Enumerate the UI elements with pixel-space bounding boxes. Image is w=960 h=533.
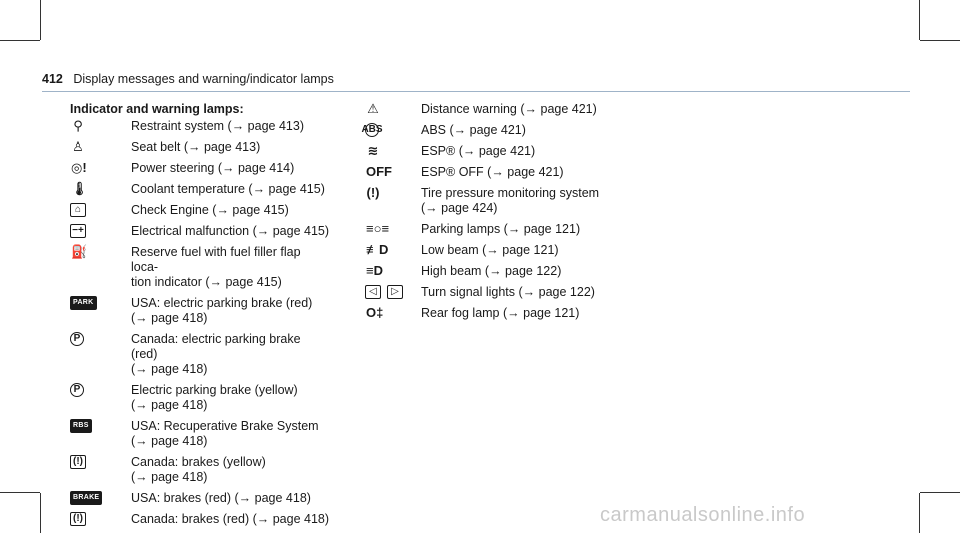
lamp-icon-group bbox=[365, 165, 393, 179]
lamp-entry bbox=[70, 140, 330, 155]
lamp-description bbox=[131, 332, 330, 377]
lamp-description bbox=[421, 144, 625, 159]
lamp-description bbox=[131, 119, 330, 134]
lamp-list-left bbox=[70, 119, 330, 527]
abs-icon: ABS bbox=[361, 124, 383, 135]
lamp-entry bbox=[70, 296, 330, 326]
lamp-description bbox=[131, 224, 330, 239]
park-brake-canada-red-icon: P bbox=[70, 332, 84, 346]
lamp-entry bbox=[365, 222, 625, 237]
description-line: USA: electric parking brake (red) bbox=[131, 296, 313, 310]
description-line: ABS (→ page 421) bbox=[421, 123, 526, 137]
description-line: Coolant temperature (→ page 415) bbox=[131, 182, 325, 196]
coolant-temperature-icon: 🌡 bbox=[71, 181, 88, 196]
description-line: Turn signal lights (→ page 122) bbox=[421, 285, 595, 299]
page-header bbox=[42, 72, 334, 86]
lamp-description bbox=[421, 123, 625, 138]
lamp-icon-group bbox=[365, 144, 381, 158]
lamp-icon-group bbox=[70, 245, 88, 259]
description-line: (→ page 418) bbox=[131, 470, 208, 484]
left-column bbox=[70, 102, 330, 533]
description-line: Electric parking brake (yellow) bbox=[131, 383, 298, 397]
section-title: Indicator and warning lamps: bbox=[70, 102, 244, 116]
lamp-icon-group bbox=[70, 119, 86, 133]
lamp-icon-group bbox=[365, 243, 389, 257]
description-line: USA: Recuperative Brake System bbox=[131, 419, 319, 433]
page-number: 412 bbox=[42, 72, 63, 86]
lamp-description bbox=[131, 140, 330, 155]
description-line: Tire pressure monitoring system bbox=[421, 186, 600, 200]
lamp-description bbox=[131, 161, 330, 176]
crop-mark bbox=[920, 40, 960, 41]
crop-mark bbox=[40, 493, 41, 533]
lamp-description bbox=[421, 264, 625, 279]
lamp-icon-group bbox=[365, 186, 381, 200]
lamp-icon-group bbox=[70, 383, 84, 397]
airbag-icon: ⚲ bbox=[73, 118, 83, 133]
lamp-description bbox=[131, 455, 330, 485]
description-line: tion indicator (→ page 415) bbox=[131, 275, 282, 289]
description-line: Canada: electric parking brake (red) bbox=[131, 332, 301, 361]
description-line: ESP® OFF (→ page 421) bbox=[421, 165, 564, 179]
description-line: USA: brakes (red) (→ page 418) bbox=[131, 491, 311, 505]
description-line: Distance warning (→ page 421) bbox=[421, 102, 597, 116]
lamp-icon-group bbox=[70, 512, 86, 526]
description-line: High beam (→ page 122) bbox=[421, 264, 562, 278]
brake-canada-yellow-icon: (!) bbox=[70, 455, 86, 469]
rear-fog-lamp-icon: O‡ bbox=[366, 305, 384, 320]
lamp-icon-group bbox=[70, 332, 84, 346]
lamp-icon-group bbox=[70, 224, 86, 238]
lamp-description bbox=[421, 243, 625, 258]
header-rule bbox=[42, 91, 910, 92]
lamp-entry bbox=[365, 264, 625, 279]
lamp-icon-group bbox=[365, 102, 381, 116]
lamp-entry bbox=[70, 383, 330, 413]
description-line: (→ page 418) bbox=[131, 398, 208, 412]
lamp-entry bbox=[365, 144, 625, 159]
lamp-description bbox=[131, 245, 330, 290]
lamp-description bbox=[131, 512, 330, 527]
description-line: Restraint system (→ page 413) bbox=[131, 119, 304, 133]
lamp-description bbox=[131, 203, 330, 218]
lamp-entry bbox=[70, 224, 330, 239]
lamp-icon-group bbox=[361, 123, 383, 137]
seat-belt-icon: ♙ bbox=[72, 139, 84, 154]
lamp-entry bbox=[365, 306, 625, 321]
crop-mark bbox=[920, 492, 960, 493]
watermark: carmanualsonline.info bbox=[600, 504, 806, 526]
battery-icon: −+ bbox=[70, 224, 86, 238]
description-line: Canada: brakes (yellow) bbox=[131, 455, 266, 469]
lamp-entry bbox=[70, 332, 330, 377]
right-column bbox=[361, 101, 625, 327]
description-line: Parking lamps (→ page 121) bbox=[421, 222, 581, 236]
esp-off-icon: OFF bbox=[366, 164, 392, 179]
lamp-icon-group bbox=[365, 264, 384, 278]
crop-mark bbox=[0, 40, 40, 41]
fuel-pump-icon: ⛽ bbox=[71, 244, 88, 259]
description-line: ESP® (→ page 421) bbox=[421, 144, 536, 158]
description-line: Electrical malfunction (→ page 415) bbox=[131, 224, 330, 238]
lamp-description bbox=[131, 491, 330, 506]
lamp-entry bbox=[70, 203, 330, 218]
lamp-entry bbox=[365, 186, 625, 216]
crop-mark bbox=[919, 493, 920, 533]
lamp-icon-group bbox=[70, 203, 86, 217]
esp-icon: ≋ bbox=[367, 143, 379, 158]
high-beam-icon: ≡D bbox=[366, 263, 383, 278]
lamp-icon-group bbox=[365, 306, 384, 320]
lamp-description bbox=[421, 285, 625, 300]
turn-right-icon: ▷ bbox=[387, 285, 403, 299]
distance-warning-icon: ⚠ bbox=[367, 101, 379, 116]
lamp-entry bbox=[70, 419, 330, 449]
lamp-entry bbox=[365, 102, 625, 117]
lamp-icon-group bbox=[70, 182, 89, 196]
lamp-entry bbox=[70, 119, 330, 134]
lamp-description bbox=[131, 383, 330, 413]
lamp-entry bbox=[70, 455, 330, 485]
low-beam-icon: ≢D bbox=[366, 242, 389, 257]
lamp-description bbox=[131, 419, 330, 449]
lamp-entry bbox=[70, 182, 330, 197]
brake-usa-icon: BRAKE bbox=[70, 491, 102, 505]
lamp-icon-group bbox=[70, 296, 97, 310]
lamp-description bbox=[421, 222, 625, 237]
lamp-description bbox=[421, 165, 625, 180]
check-engine-icon: ⌂ bbox=[70, 203, 86, 217]
lamp-entry bbox=[365, 285, 625, 300]
description-line: Rear fog lamp (→ page 121) bbox=[421, 306, 580, 320]
description-line: Canada: brakes (red) (→ page 418) bbox=[131, 512, 330, 526]
power-steering-icon: ◎! bbox=[71, 160, 87, 175]
parking-lamps-icon: ≡○≡ bbox=[366, 221, 390, 236]
lamp-icon-group bbox=[70, 491, 102, 505]
crop-mark bbox=[40, 0, 41, 40]
brake-canada-red-icon: (!) bbox=[70, 512, 86, 526]
lamp-entry bbox=[70, 491, 330, 506]
lamp-description bbox=[131, 296, 330, 326]
description-line: Low beam (→ page 121) bbox=[421, 243, 559, 257]
park-brake-yellow-icon: P bbox=[70, 383, 84, 397]
lamp-description bbox=[421, 102, 625, 117]
crop-mark bbox=[0, 492, 40, 493]
lamp-list-right bbox=[361, 101, 625, 321]
tire-pressure-icon: (!) bbox=[366, 185, 380, 200]
description-line: (→ page 418) bbox=[131, 362, 208, 376]
lamp-icon-group bbox=[70, 455, 86, 469]
lamp-icon-group bbox=[365, 285, 403, 299]
lamp-description bbox=[421, 186, 625, 216]
lamp-entry bbox=[70, 512, 330, 527]
lamp-entry bbox=[70, 161, 330, 176]
lamp-description bbox=[131, 182, 330, 197]
description-line: Reserve fuel with fuel filler flap loca- bbox=[131, 245, 301, 274]
lamp-icon-group bbox=[70, 161, 88, 175]
lamp-entry bbox=[365, 165, 625, 180]
description-line: Seat belt (→ page 413) bbox=[131, 140, 261, 154]
crop-mark bbox=[919, 0, 920, 40]
lamp-icon-group bbox=[70, 419, 92, 433]
rbs-icon: RBS bbox=[70, 419, 92, 433]
lamp-description bbox=[421, 306, 625, 321]
lamp-icon-group bbox=[70, 140, 86, 154]
lamp-entry bbox=[365, 243, 625, 258]
lamp-entry bbox=[70, 245, 330, 290]
description-line: (→ page 424) bbox=[421, 201, 498, 215]
description-line: Check Engine (→ page 415) bbox=[131, 203, 289, 217]
description-line: (→ page 418) bbox=[131, 311, 208, 325]
park-brake-usa-icon: PARK bbox=[70, 296, 97, 310]
description-line: Power steering (→ page 414) bbox=[131, 161, 295, 175]
turn-left-icon: ◁ bbox=[365, 285, 381, 299]
lamp-entry bbox=[361, 123, 625, 138]
description-line: (→ page 418) bbox=[131, 434, 208, 448]
page-title: Display messages and warning/indicator lamps bbox=[73, 72, 334, 86]
lamp-icon-group bbox=[365, 222, 390, 236]
